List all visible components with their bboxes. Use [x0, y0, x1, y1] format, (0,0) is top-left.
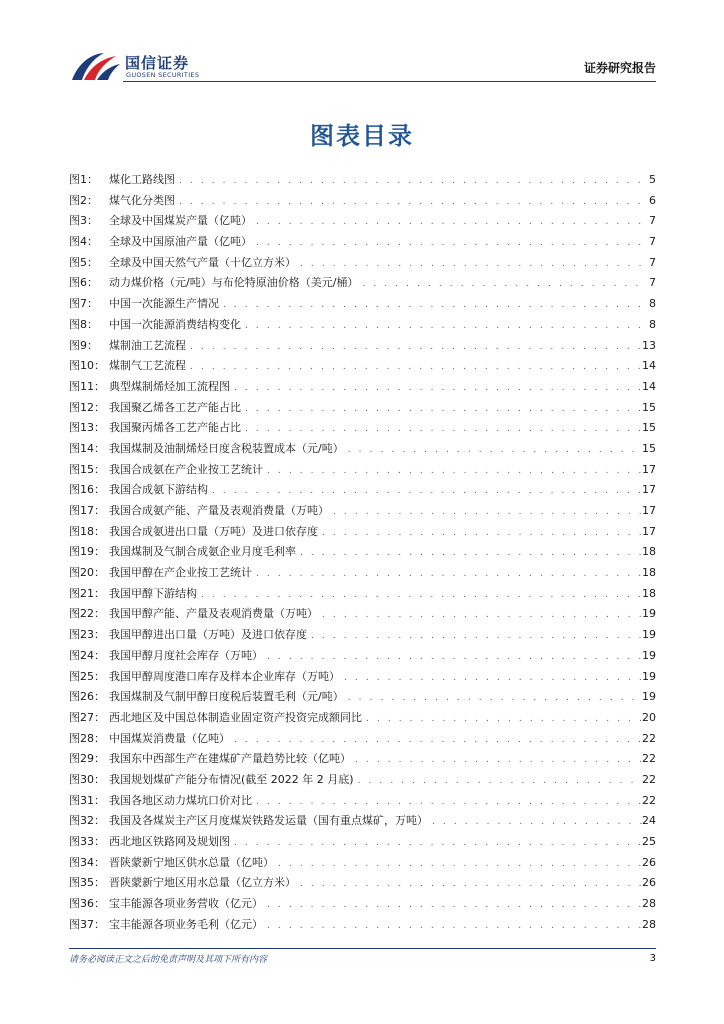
- toc-entry[interactable]: [69, 211, 656, 232]
- toc-figure-title: 全球及中国天然气产量（十亿立方米）: [109, 255, 296, 269]
- toc-entry[interactable]: [69, 418, 656, 439]
- toc-figure-number: 图7：: [69, 297, 98, 311]
- toc-figure-number: 图2：: [69, 193, 98, 207]
- toc-page-number: 8: [649, 297, 656, 311]
- toc-entry[interactable]: [69, 501, 656, 522]
- toc-page-number: 22: [642, 752, 656, 766]
- toc-entry[interactable]: [69, 729, 656, 750]
- toc-figure-title: 煤化工路线图: [109, 173, 175, 186]
- toc-figure-number: 图11：: [69, 379, 105, 393]
- toc-leader-dots: [428, 812, 642, 833]
- toc-page-number: 6: [649, 193, 656, 207]
- toc-entry[interactable]: [69, 356, 656, 377]
- toc-leader-dots: [296, 543, 642, 564]
- toc-leader-dots: [241, 419, 642, 440]
- toc-page-number: 22: [642, 793, 656, 807]
- toc-leader-dots: [252, 564, 642, 585]
- toc-leader-dots: [362, 709, 642, 730]
- toc-leader-dots: [186, 337, 642, 358]
- toc-page-number: 20: [642, 710, 656, 724]
- toc-figure-number: 图25：: [69, 669, 105, 683]
- toc-leader-dots: [354, 771, 642, 792]
- toc-figure-title: 我国各地区动力煤坑口价对比: [109, 793, 252, 807]
- toc-figure-title: 西北地区及中国总体制造业固定资产投资完成额同比: [109, 710, 362, 724]
- toc-leader-dots: [329, 502, 642, 523]
- toc-page-number: 19: [642, 607, 656, 621]
- report-type-label: 证券研究报告: [583, 61, 656, 75]
- toc-figure-title: 全球及中国煤炭产量（亿吨）: [109, 214, 252, 228]
- toc-leader-dots: [296, 874, 642, 895]
- toc-figure-number: 图20：: [69, 566, 105, 580]
- toc-figure-title: 我国甲醇月度社会库存（万吨）: [109, 648, 263, 662]
- toc-entry[interactable]: [69, 232, 656, 253]
- toc-figure-number: 图34：: [69, 855, 105, 869]
- toc-entry[interactable]: [69, 480, 656, 501]
- toc-leader-dots: [263, 895, 642, 916]
- toc-leader-dots: [252, 233, 642, 254]
- page-title: 图表目录: [310, 122, 414, 150]
- toc-entry[interactable]: [69, 811, 656, 832]
- toc-figure-number: 图6：: [69, 276, 98, 290]
- toc-page-number: 28: [642, 917, 656, 931]
- toc-page-number: 15: [642, 421, 656, 435]
- toc-page-number: 17: [642, 483, 656, 497]
- toc-figure-title: 我国聚乙烯各工艺产能占比: [109, 400, 241, 414]
- toc-leader-dots: [219, 295, 642, 316]
- toc-page-number: 22: [642, 772, 656, 786]
- toc-figure-number: 图32：: [69, 814, 105, 828]
- toc-leader-dots: [344, 688, 642, 709]
- toc-figure-number: 图28：: [69, 731, 105, 745]
- toc-leader-dots: [175, 171, 642, 192]
- table-of-figures: [69, 170, 656, 935]
- toc-leader-dots: [186, 357, 642, 378]
- toc-figure-title: 煤气化分类图: [109, 193, 175, 207]
- toc-figure-title: 我国煤制及气制甲醇日度税后装置毛利（元/吨）: [109, 690, 344, 704]
- toc-leader-dots: [318, 605, 642, 626]
- page-header: [70, 50, 656, 84]
- toc-figure-title: 晋陕蒙新宁地区用水总量（亿立方米）: [109, 876, 296, 890]
- toc-leader-dots: [307, 626, 642, 647]
- toc-entry[interactable]: [69, 770, 656, 791]
- toc-entry[interactable]: [69, 273, 656, 294]
- toc-figure-title: 我国合成氨进出口量（万吨）及进口依存度: [109, 524, 318, 538]
- toc-entry[interactable]: [69, 563, 656, 584]
- toc-page-number: 7: [649, 276, 656, 290]
- toc-figure-number: 图1：: [69, 173, 98, 186]
- toc-page-number: 7: [649, 214, 656, 228]
- toc-figure-title: 我国甲醇周度港口库存及样本企业库存（万吨）: [109, 669, 340, 683]
- toc-leader-dots: [241, 399, 642, 420]
- toc-figure-number: 图26：: [69, 690, 105, 704]
- toc-entry[interactable]: [69, 873, 656, 894]
- toc-figure-number: 图27：: [69, 710, 105, 724]
- footer-divider: [69, 948, 656, 949]
- toc-page-number: 26: [642, 855, 656, 869]
- toc-entry[interactable]: [69, 294, 656, 315]
- toc-figure-number: 图23：: [69, 628, 105, 642]
- toc-figure-number: 图35：: [69, 876, 105, 890]
- toc-page-number: 8: [649, 317, 656, 331]
- toc-page-number: 18: [642, 545, 656, 559]
- logo-chinese-name: 国信证券: [125, 54, 190, 72]
- toc-figure-title: 典型煤制烯烃加工流程图: [109, 379, 230, 393]
- toc-leader-dots: [358, 274, 642, 295]
- toc-page-number: 17: [642, 504, 656, 517]
- toc-figure-title: 全球及中国原油产量（亿吨）: [109, 235, 252, 249]
- toc-figure-number: 图5：: [69, 255, 98, 269]
- toc-entry[interactable]: [69, 625, 656, 646]
- toc-figure-title: 晋陕蒙新宁地区供水总量（亿吨）: [109, 855, 274, 869]
- toc-page-number: 14: [642, 379, 656, 393]
- toc-figure-number: 图13：: [69, 421, 105, 435]
- toc-page-number: 5: [649, 173, 656, 186]
- toc-figure-number: 图31：: [69, 793, 105, 807]
- toc-figure-title: 宝丰能源各项业务营收（亿元）: [109, 897, 263, 911]
- toc-leader-dots: [197, 585, 642, 606]
- toc-entry[interactable]: [69, 170, 656, 191]
- toc-entry[interactable]: [69, 253, 656, 274]
- toc-figure-number: 图10：: [69, 359, 105, 373]
- toc-entry[interactable]: [69, 377, 656, 398]
- toc-figure-number: 图30：: [69, 772, 105, 786]
- toc-page-number: 7: [649, 235, 656, 249]
- toc-leader-dots: [175, 192, 642, 213]
- toc-entry[interactable]: [69, 791, 656, 812]
- toc-figure-title: 动力煤价格（元/吨）与布伦特原油价格（美元/桶）: [109, 276, 359, 290]
- toc-figure-title: 我国煤制及油制烯烃日度含税装置成本（元/吨）: [109, 441, 344, 455]
- header-divider: [123, 81, 656, 82]
- toc-entry[interactable]: [69, 604, 656, 625]
- toc-figure-title: 我国东中西部生产在建煤矿产量趋势比较（亿吨）: [109, 752, 351, 766]
- toc-figure-number: 图12：: [69, 400, 105, 414]
- toc-entry[interactable]: [69, 336, 656, 357]
- toc-page-number: 17: [642, 462, 656, 476]
- toc-figure-number: 图24：: [69, 648, 105, 662]
- toc-entry[interactable]: [69, 749, 656, 770]
- toc-figure-title: 我国甲醇产能、产量及表观消费量（万吨）: [109, 607, 318, 621]
- logo-english-name: GUOSEN SECURITIES: [126, 71, 200, 79]
- toc-entry[interactable]: [69, 542, 656, 563]
- toc-entry[interactable]: [69, 832, 656, 853]
- toc-page-number: 13: [642, 338, 656, 352]
- toc-page-number: 15: [642, 441, 656, 455]
- toc-figure-number: 图22：: [69, 607, 105, 621]
- toc-page-number: 19: [642, 628, 656, 642]
- toc-entry[interactable]: [69, 439, 656, 460]
- toc-figure-number: 图37：: [69, 917, 105, 931]
- toc-figure-number: 图36：: [69, 897, 105, 911]
- toc-entry[interactable]: [69, 853, 656, 874]
- toc-figure-title: 我国甲醇进出口量（万吨）及进口依存度: [109, 628, 307, 642]
- toc-entry[interactable]: [69, 894, 656, 915]
- toc-page-number: 18: [642, 586, 656, 600]
- toc-entry[interactable]: [69, 191, 656, 212]
- toc-page-number: 18: [642, 566, 656, 580]
- toc-leader-dots: [241, 316, 642, 337]
- toc-entry[interactable]: [69, 708, 656, 729]
- toc-figure-title: 宝丰能源各项业务毛利（亿元）: [109, 917, 263, 931]
- toc-page-number: 17: [642, 524, 656, 538]
- toc-figure-number: 图16：: [69, 483, 105, 497]
- toc-entry[interactable]: [69, 915, 656, 936]
- toc-page-number: 19: [642, 669, 656, 683]
- toc-leader-dots: [208, 481, 642, 502]
- toc-leader-dots: [252, 212, 642, 233]
- toc-figure-title: 西北地区铁路网及规划图: [109, 835, 230, 848]
- toc-page-number: 25: [642, 835, 656, 848]
- toc-figure-number: 图8：: [69, 317, 98, 331]
- toc-figure-title: 我国及各煤炭主产区月度煤炭铁路发运量（国有重点煤矿，万吨）: [109, 814, 428, 828]
- toc-page-number: 24: [642, 814, 656, 828]
- toc-page-number: 22: [642, 731, 656, 745]
- toc-entry[interactable]: [69, 646, 656, 667]
- toc-figure-number: 图19：: [69, 545, 105, 559]
- toc-page-number: 7: [649, 255, 656, 269]
- toc-figure-number: 图29：: [69, 752, 105, 766]
- toc-entry[interactable]: [69, 687, 656, 708]
- toc-leader-dots: [274, 854, 642, 875]
- toc-figure-title: 我国甲醇在产企业按工艺统计: [109, 566, 252, 580]
- toc-figure-number: 图4：: [69, 235, 98, 249]
- toc-entry[interactable]: [69, 667, 656, 688]
- toc-page-number: 19: [642, 690, 656, 704]
- toc-entry[interactable]: [69, 584, 656, 605]
- toc-figure-title: 我国聚丙烯各工艺产能占比: [109, 421, 241, 435]
- toc-figure-title: 我国合成氨产能、产量及表观消费量（万吨）: [109, 504, 329, 517]
- toc-figure-number: 图3：: [69, 214, 98, 228]
- toc-entry[interactable]: [69, 460, 656, 481]
- toc-figure-number: 图9：: [69, 338, 98, 352]
- toc-leader-dots: [263, 461, 642, 482]
- toc-entry[interactable]: [69, 522, 656, 543]
- guosen-logo-icon: [70, 50, 122, 82]
- toc-leader-dots: [296, 254, 642, 275]
- toc-figure-title: 我国合成氨下游结构: [109, 483, 208, 497]
- toc-figure-number: 图33：: [69, 835, 105, 848]
- toc-leader-dots: [230, 730, 642, 751]
- toc-page-number: 14: [642, 359, 656, 373]
- toc-figure-title: 煤制气工艺流程: [109, 359, 186, 373]
- toc-figure-number: 图21：: [69, 586, 105, 600]
- toc-leader-dots: [340, 668, 642, 689]
- toc-figure-title: 我国合成氨在产企业按工艺统计: [109, 462, 263, 476]
- disclaimer-note: 请务必阅读正文之后的免责声明及其项下所有内容: [69, 955, 268, 965]
- page-number: 3: [649, 953, 656, 964]
- toc-entry[interactable]: [69, 398, 656, 419]
- toc-leader-dots: [344, 440, 642, 461]
- toc-leader-dots: [252, 792, 642, 813]
- toc-leader-dots: [351, 750, 642, 771]
- toc-leader-dots: [263, 647, 642, 668]
- toc-leader-dots: [263, 916, 642, 937]
- toc-figure-number: 图15：: [69, 462, 105, 476]
- toc-leader-dots: [230, 833, 642, 854]
- toc-figure-title: 中国一次能源生产情况: [109, 297, 219, 311]
- toc-figure-title: 我国规划煤矿产能分布情况(截至 2022 年 2 月底): [109, 772, 354, 786]
- toc-entry[interactable]: [69, 315, 656, 336]
- toc-page-number: 19: [642, 648, 656, 662]
- toc-page-number: 28: [642, 897, 656, 911]
- toc-figure-title: 我国煤制及气制合成氨企业月度毛利率: [109, 545, 296, 559]
- toc-leader-dots: [230, 378, 642, 399]
- toc-figure-title: 煤制油工艺流程: [109, 338, 186, 352]
- toc-figure-number: 图17：: [69, 504, 105, 517]
- toc-page-number: 15: [642, 400, 656, 414]
- toc-figure-number: 图18：: [69, 524, 105, 538]
- toc-figure-number: 图14：: [69, 441, 105, 455]
- toc-figure-title: 中国一次能源消费结构变化: [109, 317, 241, 331]
- toc-figure-title: 我国甲醇下游结构: [109, 586, 197, 600]
- toc-leader-dots: [318, 523, 642, 544]
- toc-page-number: 26: [642, 876, 656, 890]
- toc-figure-title: 中国煤炭消费量（亿吨）: [109, 731, 230, 745]
